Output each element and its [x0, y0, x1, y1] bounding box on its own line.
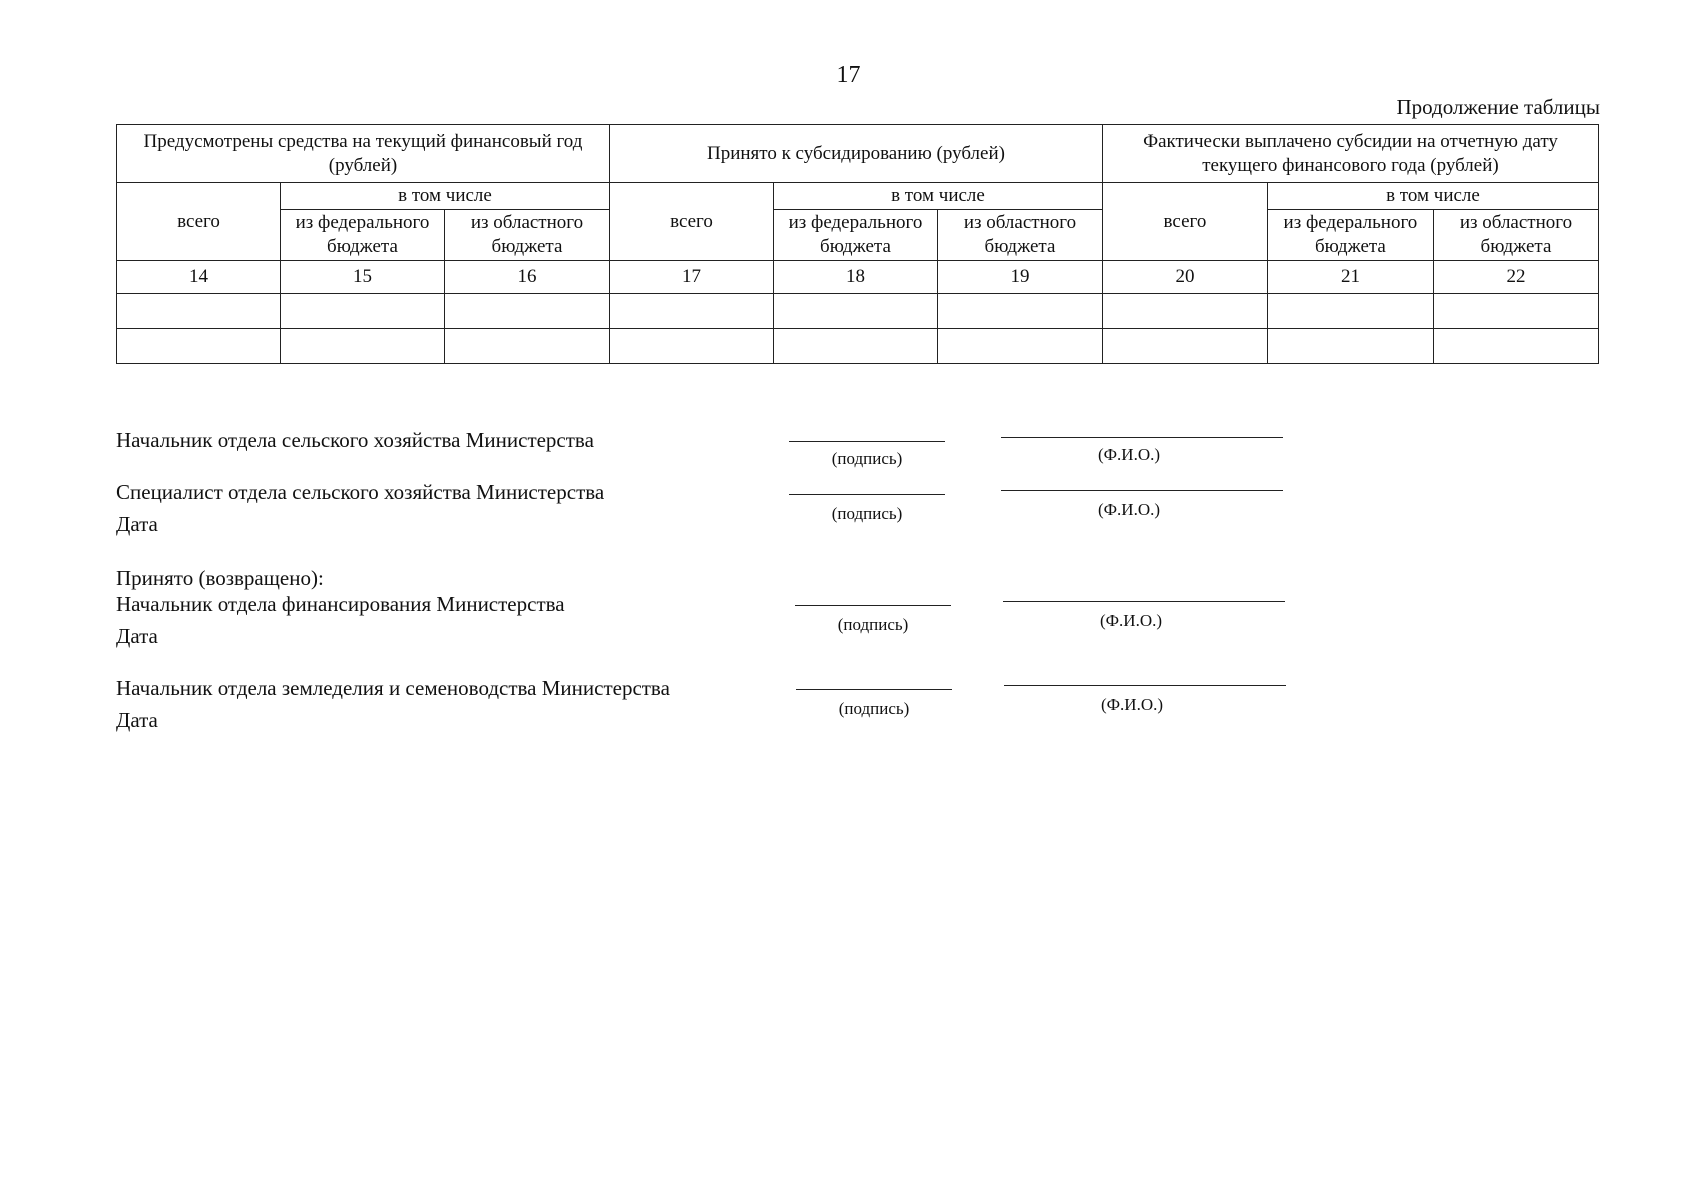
table-cell [1267, 294, 1433, 329]
signature-line [796, 689, 952, 690]
table-cell [609, 294, 773, 329]
header-regional-3: из областного бюджета [1433, 210, 1598, 261]
table-row [117, 329, 1599, 364]
continuation-label: Продолжение таблицы [1396, 95, 1600, 119]
head-farming-label: Начальник отдела земледелия и семеноводства Министерства [116, 676, 670, 700]
name-caption: (Ф.И.О.) [1097, 500, 1161, 519]
table-cell [444, 294, 609, 329]
signature-caption: (подпись) [831, 504, 903, 523]
header-including-2: в том числе [773, 183, 1102, 210]
name-line [1004, 685, 1286, 686]
header-total-3: всего [1102, 183, 1267, 261]
accepted-label: Принято (возвращено): [116, 566, 324, 590]
header-total-2: всего [609, 183, 773, 261]
header-federal-2: из федерального бюджета [773, 210, 937, 261]
header-planned-funds: Предусмотрены средства на текущий финансовый год (рублей) [117, 125, 610, 183]
header-including-3: в том числе [1267, 183, 1598, 210]
name-caption: (Ф.И.О.) [1099, 611, 1163, 630]
header-federal-1: из федерального бюджета [280, 210, 444, 261]
header-total-1: всего [117, 183, 281, 261]
header-regional-2: из областного бюджета [937, 210, 1102, 261]
name-caption: (Ф.И.О.) [1100, 695, 1164, 714]
table-cell [773, 329, 937, 364]
table-cell [1102, 329, 1267, 364]
column-number: 17 [609, 261, 773, 294]
page-number: 17 [836, 62, 861, 88]
column-number: 22 [1433, 261, 1598, 294]
table-cell [937, 294, 1102, 329]
signature-line [789, 494, 945, 495]
header-federal-3: из федерального бюджета [1267, 210, 1433, 261]
table-cell [773, 294, 937, 329]
column-number: 14 [117, 261, 281, 294]
header-paid-subsidy: Фактически выплачено субсидии на отчетную дату текущего финансового года (рублей) [1102, 125, 1598, 183]
column-number: 21 [1267, 261, 1433, 294]
header-accepted-subsidy: Принято к субсидированию (рублей) [609, 125, 1102, 183]
table-cell [1433, 294, 1598, 329]
subsidy-table [116, 124, 1599, 364]
specialist-agri-label: Специалист отдела сельского хозяйства Министерства [116, 480, 605, 504]
date-label: Дата [116, 624, 158, 648]
header-regional-1: из областного бюджета [444, 210, 609, 261]
signature-line [789, 441, 945, 442]
head-agri-label: Начальник отдела сельского хозяйства Министерства [116, 428, 594, 452]
header-including-1: в том числе [280, 183, 609, 210]
column-number: 15 [280, 261, 444, 294]
signature-caption: (подпись) [838, 699, 910, 718]
date-label: Дата [116, 708, 158, 732]
signature-caption: (подпись) [837, 615, 909, 634]
table-cell [1433, 329, 1598, 364]
name-line [1003, 601, 1285, 602]
table-cell [1102, 294, 1267, 329]
table-cell [609, 329, 773, 364]
column-number: 18 [773, 261, 937, 294]
name-caption: (Ф.И.О.) [1097, 445, 1161, 464]
name-line [1001, 437, 1283, 438]
column-number-row [117, 261, 1599, 294]
table-cell [117, 294, 281, 329]
table-cell [444, 329, 609, 364]
table-cell [937, 329, 1102, 364]
date-label: Дата [116, 512, 158, 536]
signature-caption: (подпись) [831, 449, 903, 468]
column-number: 20 [1102, 261, 1267, 294]
table-cell [1267, 329, 1433, 364]
table-row [117, 294, 1599, 329]
table-cell [117, 329, 281, 364]
head-finance-label: Начальник отдела финансирования Министерства [116, 592, 565, 616]
column-number: 19 [937, 261, 1102, 294]
table-cell [280, 329, 444, 364]
signature-line [795, 605, 951, 606]
column-number: 16 [444, 261, 609, 294]
name-line [1001, 490, 1283, 491]
table-cell [280, 294, 444, 329]
